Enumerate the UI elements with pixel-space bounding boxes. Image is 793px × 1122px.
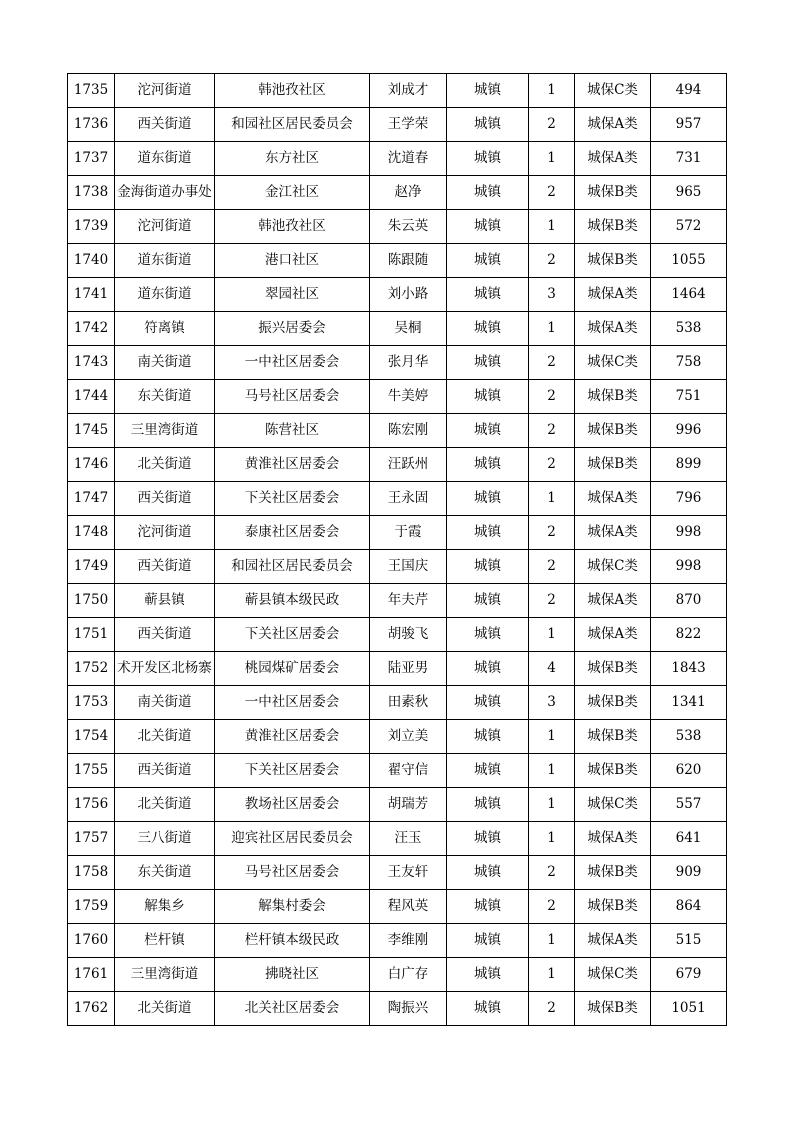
table-row bbox=[68, 890, 727, 924]
table-row bbox=[68, 992, 727, 1026]
cell-name: 沈道春 bbox=[370, 142, 447, 176]
cell-household-size: 2 bbox=[529, 992, 575, 1026]
cell-category: 城保B类 bbox=[575, 856, 651, 890]
cell-household-size: 2 bbox=[529, 244, 575, 278]
cell-name: 年夫芹 bbox=[370, 584, 447, 618]
cell-name: 牛美婷 bbox=[370, 380, 447, 414]
cell-name: 胡骏飞 bbox=[370, 618, 447, 652]
cell-amount: 909 bbox=[651, 856, 727, 890]
cell-street: 东关街道 bbox=[115, 380, 215, 414]
cell-community: 下关社区居委会 bbox=[215, 618, 370, 652]
cell-name: 胡瑞芳 bbox=[370, 788, 447, 822]
cell-street: 栏杆镇 bbox=[115, 924, 215, 958]
cell-name: 刘成才 bbox=[370, 74, 447, 108]
cell-household-size: 1 bbox=[529, 312, 575, 346]
cell-category: 城保B类 bbox=[575, 890, 651, 924]
cell-category: 城保B类 bbox=[575, 754, 651, 788]
cell-area-type: 城镇 bbox=[447, 890, 529, 924]
cell-category: 城保C类 bbox=[575, 74, 651, 108]
cell-row-id: 1756 bbox=[68, 788, 115, 822]
cell-amount: 998 bbox=[651, 516, 727, 550]
cell-household-size: 1 bbox=[529, 924, 575, 958]
cell-amount: 641 bbox=[651, 822, 727, 856]
cell-area-type: 城镇 bbox=[447, 652, 529, 686]
table-row bbox=[68, 958, 727, 992]
cell-community: 桃园煤矿居委会 bbox=[215, 652, 370, 686]
cell-amount: 515 bbox=[651, 924, 727, 958]
cell-street: 金海街道办事处 bbox=[115, 176, 215, 210]
table-row bbox=[68, 788, 727, 822]
cell-name: 陆亚男 bbox=[370, 652, 447, 686]
cell-community: 教场社区居委会 bbox=[215, 788, 370, 822]
cell-community: 一中社区居委会 bbox=[215, 346, 370, 380]
cell-amount: 494 bbox=[651, 74, 727, 108]
cell-name: 于霞 bbox=[370, 516, 447, 550]
cell-category: 城保A类 bbox=[575, 924, 651, 958]
cell-category: 城保C类 bbox=[575, 346, 651, 380]
cell-area-type: 城镇 bbox=[447, 550, 529, 584]
cell-household-size: 1 bbox=[529, 754, 575, 788]
cell-household-size: 4 bbox=[529, 652, 575, 686]
cell-row-id: 1738 bbox=[68, 176, 115, 210]
cell-name: 汪玉 bbox=[370, 822, 447, 856]
cell-area-type: 城镇 bbox=[447, 346, 529, 380]
cell-household-size: 1 bbox=[529, 210, 575, 244]
cell-category: 城保A类 bbox=[575, 822, 651, 856]
cell-amount: 998 bbox=[651, 550, 727, 584]
cell-category: 城保C类 bbox=[575, 550, 651, 584]
cell-amount: 758 bbox=[651, 346, 727, 380]
cell-community: 迎宾社区居民委员会 bbox=[215, 822, 370, 856]
cell-community: 和园社区居民委员会 bbox=[215, 108, 370, 142]
cell-street: 沱河街道 bbox=[115, 516, 215, 550]
cell-row-id: 1741 bbox=[68, 278, 115, 312]
cell-community: 韩池孜社区 bbox=[215, 74, 370, 108]
cell-area-type: 城镇 bbox=[447, 924, 529, 958]
cell-name: 朱云英 bbox=[370, 210, 447, 244]
table-row bbox=[68, 652, 727, 686]
table-row bbox=[68, 312, 727, 346]
cell-name: 刘小路 bbox=[370, 278, 447, 312]
cell-category: 城保B类 bbox=[575, 380, 651, 414]
table-row bbox=[68, 278, 727, 312]
cell-row-id: 1744 bbox=[68, 380, 115, 414]
cell-row-id: 1742 bbox=[68, 312, 115, 346]
cell-community: 东方社区 bbox=[215, 142, 370, 176]
cell-street: 西关街道 bbox=[115, 482, 215, 516]
cell-street: 术开发区北杨寨 bbox=[115, 652, 215, 686]
cell-household-size: 2 bbox=[529, 346, 575, 380]
cell-street: 北关街道 bbox=[115, 788, 215, 822]
cell-amount: 1051 bbox=[651, 992, 727, 1026]
cell-community: 栏杆镇本级民政 bbox=[215, 924, 370, 958]
table-row bbox=[68, 720, 727, 754]
cell-household-size: 2 bbox=[529, 448, 575, 482]
cell-area-type: 城镇 bbox=[447, 482, 529, 516]
cell-street: 西关街道 bbox=[115, 618, 215, 652]
cell-amount: 731 bbox=[651, 142, 727, 176]
cell-household-size: 1 bbox=[529, 822, 575, 856]
cell-household-size: 1 bbox=[529, 720, 575, 754]
table-body bbox=[68, 74, 727, 1026]
cell-area-type: 城镇 bbox=[447, 414, 529, 448]
cell-area-type: 城镇 bbox=[447, 686, 529, 720]
cell-household-size: 3 bbox=[529, 686, 575, 720]
table-row bbox=[68, 482, 727, 516]
cell-name: 翟守信 bbox=[370, 754, 447, 788]
table-row bbox=[68, 924, 727, 958]
cell-household-size: 1 bbox=[529, 142, 575, 176]
cell-category: 城保A类 bbox=[575, 108, 651, 142]
cell-name: 王学荣 bbox=[370, 108, 447, 142]
cell-row-id: 1746 bbox=[68, 448, 115, 482]
cell-row-id: 1736 bbox=[68, 108, 115, 142]
cell-area-type: 城镇 bbox=[447, 754, 529, 788]
cell-amount: 679 bbox=[651, 958, 727, 992]
cell-street: 三八街道 bbox=[115, 822, 215, 856]
cell-area-type: 城镇 bbox=[447, 176, 529, 210]
cell-community: 蕲县镇本级民政 bbox=[215, 584, 370, 618]
table-row bbox=[68, 210, 727, 244]
cell-name: 赵净 bbox=[370, 176, 447, 210]
cell-street: 沱河街道 bbox=[115, 74, 215, 108]
cell-household-size: 2 bbox=[529, 380, 575, 414]
cell-household-size: 2 bbox=[529, 108, 575, 142]
cell-category: 城保A类 bbox=[575, 618, 651, 652]
cell-name: 王永固 bbox=[370, 482, 447, 516]
cell-street: 北关街道 bbox=[115, 992, 215, 1026]
table-row bbox=[68, 822, 727, 856]
cell-row-id: 1762 bbox=[68, 992, 115, 1026]
cell-community: 翠园社区 bbox=[215, 278, 370, 312]
cell-community: 马号社区居委会 bbox=[215, 856, 370, 890]
cell-amount: 796 bbox=[651, 482, 727, 516]
cell-row-id: 1735 bbox=[68, 74, 115, 108]
cell-area-type: 城镇 bbox=[447, 244, 529, 278]
cell-row-id: 1757 bbox=[68, 822, 115, 856]
cell-household-size: 1 bbox=[529, 788, 575, 822]
cell-category: 城保C类 bbox=[575, 788, 651, 822]
cell-category: 城保A类 bbox=[575, 516, 651, 550]
table-row bbox=[68, 380, 727, 414]
cell-name: 陈宏刚 bbox=[370, 414, 447, 448]
cell-category: 城保C类 bbox=[575, 958, 651, 992]
cell-community: 一中社区居委会 bbox=[215, 686, 370, 720]
table-row bbox=[68, 414, 727, 448]
table-row bbox=[68, 74, 727, 108]
cell-name: 王友轩 bbox=[370, 856, 447, 890]
cell-street: 东关街道 bbox=[115, 856, 215, 890]
cell-community: 泰康社区居委会 bbox=[215, 516, 370, 550]
cell-street: 符离镇 bbox=[115, 312, 215, 346]
cell-amount: 1055 bbox=[651, 244, 727, 278]
cell-category: 城保A类 bbox=[575, 482, 651, 516]
cell-category: 城保A类 bbox=[575, 278, 651, 312]
cell-area-type: 城镇 bbox=[447, 720, 529, 754]
cell-row-id: 1749 bbox=[68, 550, 115, 584]
table-row bbox=[68, 754, 727, 788]
table-row bbox=[68, 108, 727, 142]
cell-category: 城保B类 bbox=[575, 176, 651, 210]
cell-category: 城保B类 bbox=[575, 686, 651, 720]
cell-household-size: 2 bbox=[529, 584, 575, 618]
cell-household-size: 2 bbox=[529, 176, 575, 210]
cell-household-size: 1 bbox=[529, 482, 575, 516]
cell-row-id: 1755 bbox=[68, 754, 115, 788]
table-row bbox=[68, 856, 727, 890]
cell-amount: 620 bbox=[651, 754, 727, 788]
cell-household-size: 1 bbox=[529, 958, 575, 992]
cell-street: 西关街道 bbox=[115, 550, 215, 584]
cell-name: 白广存 bbox=[370, 958, 447, 992]
cell-amount: 864 bbox=[651, 890, 727, 924]
cell-amount: 1341 bbox=[651, 686, 727, 720]
cell-community: 黄淮社区居委会 bbox=[215, 448, 370, 482]
cell-name: 李维刚 bbox=[370, 924, 447, 958]
cell-amount: 557 bbox=[651, 788, 727, 822]
cell-household-size: 2 bbox=[529, 516, 575, 550]
cell-community: 陈营社区 bbox=[215, 414, 370, 448]
cell-amount: 870 bbox=[651, 584, 727, 618]
cell-name: 王国庆 bbox=[370, 550, 447, 584]
cell-row-id: 1754 bbox=[68, 720, 115, 754]
cell-community: 北关社区居委会 bbox=[215, 992, 370, 1026]
cell-name: 吴桐 bbox=[370, 312, 447, 346]
cell-area-type: 城镇 bbox=[447, 516, 529, 550]
cell-area-type: 城镇 bbox=[447, 618, 529, 652]
cell-row-id: 1752 bbox=[68, 652, 115, 686]
cell-amount: 822 bbox=[651, 618, 727, 652]
cell-household-size: 2 bbox=[529, 856, 575, 890]
cell-area-type: 城镇 bbox=[447, 822, 529, 856]
cell-row-id: 1740 bbox=[68, 244, 115, 278]
table-row bbox=[68, 142, 727, 176]
cell-area-type: 城镇 bbox=[447, 108, 529, 142]
cell-area-type: 城镇 bbox=[447, 448, 529, 482]
cell-row-id: 1737 bbox=[68, 142, 115, 176]
cell-area-type: 城镇 bbox=[447, 958, 529, 992]
cell-row-id: 1761 bbox=[68, 958, 115, 992]
cell-street: 三里湾街道 bbox=[115, 958, 215, 992]
cell-community: 韩池孜社区 bbox=[215, 210, 370, 244]
cell-area-type: 城镇 bbox=[447, 210, 529, 244]
cell-row-id: 1745 bbox=[68, 414, 115, 448]
table-row bbox=[68, 346, 727, 380]
table-row bbox=[68, 584, 727, 618]
cell-community: 振兴居委会 bbox=[215, 312, 370, 346]
cell-area-type: 城镇 bbox=[447, 992, 529, 1026]
cell-household-size: 1 bbox=[529, 618, 575, 652]
cell-household-size: 3 bbox=[529, 278, 575, 312]
cell-amount: 1843 bbox=[651, 652, 727, 686]
cell-street: 蕲县镇 bbox=[115, 584, 215, 618]
cell-community: 金江社区 bbox=[215, 176, 370, 210]
cell-name: 程风英 bbox=[370, 890, 447, 924]
cell-street: 道东街道 bbox=[115, 278, 215, 312]
cell-street: 北关街道 bbox=[115, 720, 215, 754]
cell-community: 马号社区居委会 bbox=[215, 380, 370, 414]
cell-community: 黄淮社区居委会 bbox=[215, 720, 370, 754]
cell-street: 南关街道 bbox=[115, 346, 215, 380]
cell-row-id: 1748 bbox=[68, 516, 115, 550]
cell-street: 沱河街道 bbox=[115, 210, 215, 244]
cell-row-id: 1750 bbox=[68, 584, 115, 618]
cell-community: 下关社区居委会 bbox=[215, 482, 370, 516]
cell-category: 城保A类 bbox=[575, 142, 651, 176]
cell-area-type: 城镇 bbox=[447, 74, 529, 108]
cell-household-size: 1 bbox=[529, 74, 575, 108]
cell-category: 城保B类 bbox=[575, 652, 651, 686]
cell-street: 三里湾街道 bbox=[115, 414, 215, 448]
table-row bbox=[68, 176, 727, 210]
cell-category: 城保A类 bbox=[575, 584, 651, 618]
cell-household-size: 2 bbox=[529, 550, 575, 584]
cell-area-type: 城镇 bbox=[447, 856, 529, 890]
cell-name: 刘立美 bbox=[370, 720, 447, 754]
records-table bbox=[67, 73, 727, 1026]
cell-community: 港口社区 bbox=[215, 244, 370, 278]
cell-row-id: 1739 bbox=[68, 210, 115, 244]
cell-amount: 572 bbox=[651, 210, 727, 244]
cell-category: 城保B类 bbox=[575, 210, 651, 244]
cell-row-id: 1751 bbox=[68, 618, 115, 652]
cell-category: 城保B类 bbox=[575, 720, 651, 754]
cell-street: 南关街道 bbox=[115, 686, 215, 720]
cell-street: 道东街道 bbox=[115, 142, 215, 176]
cell-household-size: 2 bbox=[529, 414, 575, 448]
cell-area-type: 城镇 bbox=[447, 380, 529, 414]
table-row bbox=[68, 244, 727, 278]
cell-community: 和园社区居民委员会 bbox=[215, 550, 370, 584]
cell-amount: 899 bbox=[651, 448, 727, 482]
cell-row-id: 1758 bbox=[68, 856, 115, 890]
cell-amount: 996 bbox=[651, 414, 727, 448]
cell-area-type: 城镇 bbox=[447, 312, 529, 346]
cell-area-type: 城镇 bbox=[447, 142, 529, 176]
cell-row-id: 1759 bbox=[68, 890, 115, 924]
cell-amount: 965 bbox=[651, 176, 727, 210]
cell-name: 陈跟随 bbox=[370, 244, 447, 278]
cell-community: 拂晓社区 bbox=[215, 958, 370, 992]
cell-row-id: 1753 bbox=[68, 686, 115, 720]
table-row bbox=[68, 448, 727, 482]
cell-community: 下关社区居委会 bbox=[215, 754, 370, 788]
cell-community: 解集村委会 bbox=[215, 890, 370, 924]
cell-area-type: 城镇 bbox=[447, 584, 529, 618]
cell-name: 张月华 bbox=[370, 346, 447, 380]
table-row bbox=[68, 618, 727, 652]
cell-street: 西关街道 bbox=[115, 754, 215, 788]
cell-street: 西关街道 bbox=[115, 108, 215, 142]
cell-amount: 538 bbox=[651, 312, 727, 346]
cell-name: 陶振兴 bbox=[370, 992, 447, 1026]
table-row bbox=[68, 516, 727, 550]
cell-row-id: 1743 bbox=[68, 346, 115, 380]
cell-amount: 957 bbox=[651, 108, 727, 142]
table-row bbox=[68, 686, 727, 720]
cell-category: 城保B类 bbox=[575, 448, 651, 482]
cell-category: 城保B类 bbox=[575, 244, 651, 278]
cell-amount: 538 bbox=[651, 720, 727, 754]
cell-amount: 751 bbox=[651, 380, 727, 414]
cell-name: 汪跃州 bbox=[370, 448, 447, 482]
cell-street: 道东街道 bbox=[115, 244, 215, 278]
cell-area-type: 城镇 bbox=[447, 788, 529, 822]
cell-name: 田素秋 bbox=[370, 686, 447, 720]
cell-row-id: 1760 bbox=[68, 924, 115, 958]
cell-street: 解集乡 bbox=[115, 890, 215, 924]
cell-category: 城保A类 bbox=[575, 312, 651, 346]
cell-amount: 1464 bbox=[651, 278, 727, 312]
cell-row-id: 1747 bbox=[68, 482, 115, 516]
cell-category: 城保B类 bbox=[575, 992, 651, 1026]
table-row bbox=[68, 550, 727, 584]
cell-category: 城保B类 bbox=[575, 414, 651, 448]
cell-area-type: 城镇 bbox=[447, 278, 529, 312]
cell-street: 北关街道 bbox=[115, 448, 215, 482]
cell-household-size: 2 bbox=[529, 890, 575, 924]
